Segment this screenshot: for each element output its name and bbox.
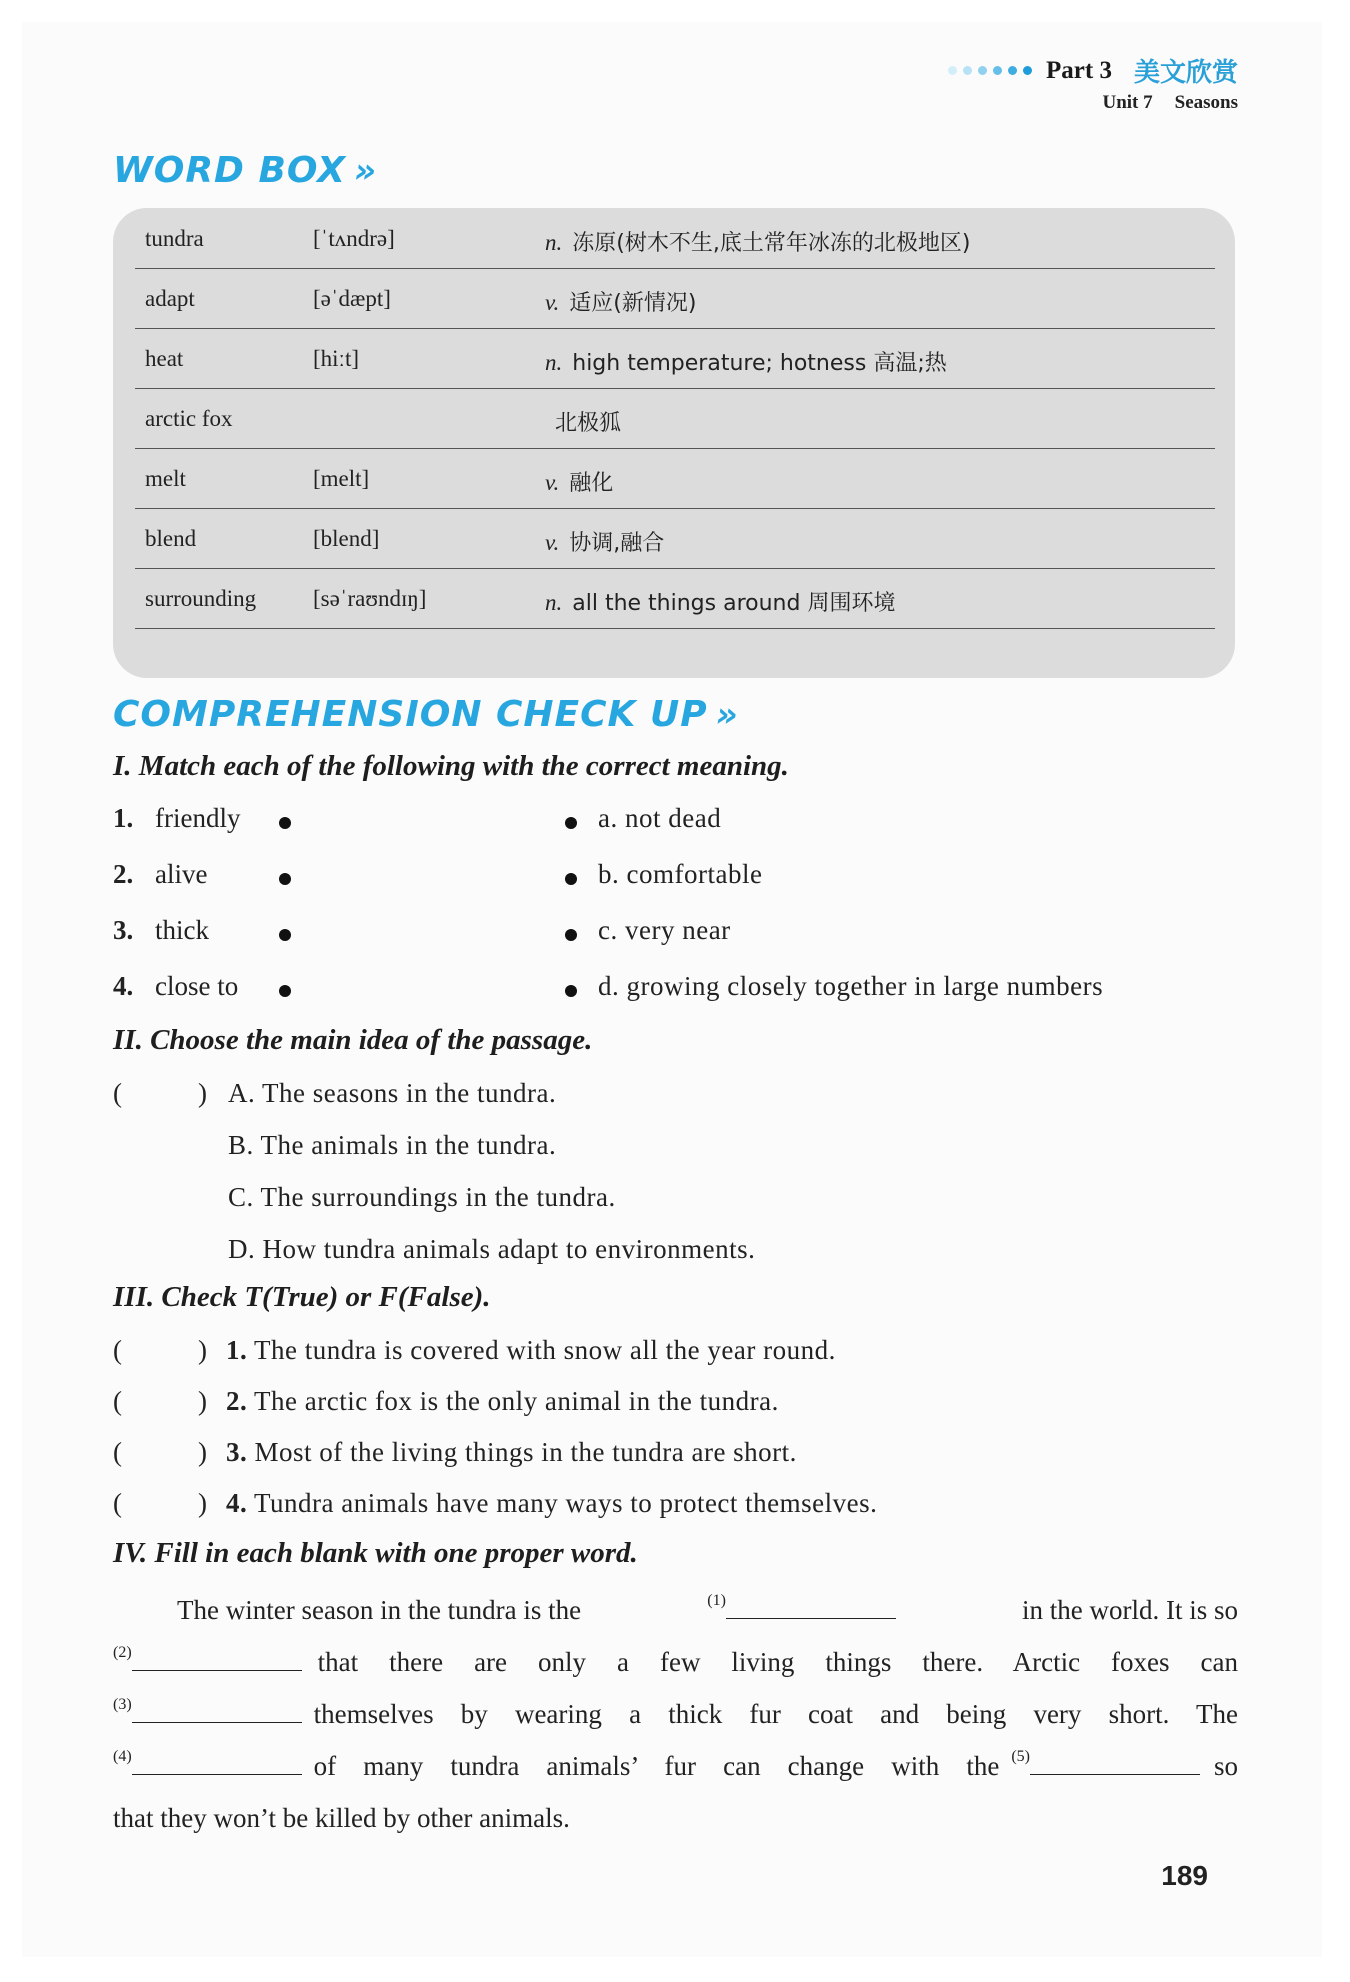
part1-instruction: I. Match each of the following with the correct meaning. <box>113 750 789 782</box>
match-word: alive <box>155 859 208 889</box>
comprehension-title <box>113 694 739 735</box>
word-row <box>135 328 1215 389</box>
match-row <box>113 859 1233 899</box>
def-letter: c. <box>598 915 618 945</box>
phonetic: [hiːt] <box>313 346 359 371</box>
dot-4 <box>993 66 1002 75</box>
meaning-text: 北极狐 <box>555 411 622 436</box>
blank-4 <box>113 1750 302 1782</box>
meaning <box>545 286 696 317</box>
word-row <box>135 508 1215 569</box>
text-segment: in the world. It is so <box>1022 1595 1238 1625</box>
pos: v. <box>545 530 560 555</box>
meaning <box>545 226 970 257</box>
phonetic: [səˈraʊndɪŋ] <box>313 586 427 611</box>
match-definition <box>598 971 1103 1002</box>
meaning <box>545 466 613 497</box>
word: melt <box>145 466 186 491</box>
dot-1 <box>948 66 957 75</box>
word: tundra <box>145 226 204 251</box>
blank-number: (2) <box>113 1644 132 1661</box>
item-number: 3. <box>113 915 134 945</box>
meaning <box>545 586 895 617</box>
text-segment: The winter season in the tundra is the <box>177 1595 582 1625</box>
match-definition <box>598 803 721 834</box>
option-b: B. The animals in the tundra. <box>228 1130 557 1160</box>
match-row <box>113 803 1233 843</box>
chevron-icon: » <box>715 695 739 735</box>
tf-statement <box>226 1386 779 1417</box>
word-row <box>135 388 1215 449</box>
blank-3 <box>113 1698 302 1730</box>
blank-number: (5) <box>1011 1748 1030 1765</box>
unit-label: Unit 7 <box>1102 92 1153 113</box>
item-number: 4. <box>113 971 134 1001</box>
blank-input[interactable] <box>1030 1750 1200 1775</box>
blank-input[interactable] <box>132 1698 302 1723</box>
right-connector-dot[interactable] <box>565 817 577 829</box>
def-letter: b. <box>598 859 620 889</box>
blank-1 <box>707 1594 896 1626</box>
tf-statement <box>226 1335 836 1366</box>
meaning <box>545 346 947 377</box>
option-a: A. The seasons in the tundra. <box>228 1078 557 1108</box>
part-title-cn: 美文欣赏 <box>1133 58 1238 88</box>
left-connector-dot[interactable] <box>279 929 291 941</box>
part-label: Part 3 <box>1046 56 1112 84</box>
paren-open: ( <box>113 1386 122 1416</box>
tf-answer-bracket[interactable] <box>113 1335 207 1366</box>
pos: v. <box>545 470 560 495</box>
text-segment: so <box>1213 1751 1238 1781</box>
blank-5 <box>1011 1750 1200 1782</box>
tf-number: 4. <box>226 1488 248 1518</box>
tf-answer-bracket[interactable] <box>113 1386 207 1417</box>
paren-open: ( <box>113 1078 122 1108</box>
word: arctic fox <box>145 406 233 431</box>
paren-open: ( <box>113 1335 122 1365</box>
blank-input[interactable] <box>726 1594 896 1619</box>
passage-line <box>113 1738 1238 1782</box>
item-number: 2. <box>113 859 134 889</box>
tf-answer-bracket[interactable] <box>113 1437 207 1468</box>
blank-number: (1) <box>707 1592 726 1609</box>
option-c: C. The surroundings in the tundra. <box>228 1182 616 1212</box>
match-word: friendly <box>155 803 241 833</box>
text-segment: of many tundra animals’ fur can change with the <box>313 1751 1000 1781</box>
word-row <box>135 448 1215 509</box>
option-d: D. How tundra animals adapt to environments. <box>228 1234 756 1264</box>
blank-2 <box>113 1646 302 1678</box>
left-connector-dot[interactable] <box>279 985 291 997</box>
meaning <box>545 406 621 437</box>
meaning-text: 协调,融合 <box>569 531 665 556</box>
pos: n. <box>545 350 563 375</box>
tf-text: The arctic fox is the only animal in the tundra. <box>254 1386 779 1416</box>
passage-line <box>113 1790 1238 1834</box>
word: surrounding <box>145 586 257 611</box>
meaning-text: all the things around 周围环境 <box>572 591 896 616</box>
def-text: growing closely together in large numbers <box>626 971 1104 1001</box>
item-number: 1. <box>113 803 134 833</box>
pos: n. <box>545 230 563 255</box>
def-letter: a. <box>598 803 618 833</box>
word-row <box>135 568 1215 629</box>
tf-number: 1. <box>226 1335 248 1365</box>
def-letter: d. <box>598 971 620 1001</box>
right-connector-dot[interactable] <box>565 929 577 941</box>
running-header <box>948 52 1238 89</box>
meaning-text: 适应(新情况) <box>569 291 697 316</box>
meaning-text: 冻原(树木不生,底土常年冰冻的北极地区) <box>572 231 971 256</box>
pos: n. <box>545 590 563 615</box>
word-row <box>135 268 1215 329</box>
dot-5 <box>1008 66 1017 75</box>
word-box-title-text: WORD BOX <box>113 150 346 191</box>
meaning <box>545 526 664 557</box>
dot-6 <box>1023 66 1032 75</box>
tf-number: 3. <box>226 1437 248 1467</box>
chevron-icon: » <box>353 151 378 191</box>
unit-topic: Seasons <box>1174 92 1238 113</box>
def-text: comfortable <box>626 859 763 889</box>
meaning-text: high temperature; hotness 高温;热 <box>572 351 947 376</box>
blank-input[interactable] <box>132 1750 302 1775</box>
match-definition <box>598 915 731 946</box>
word-box-title <box>113 150 377 191</box>
passage-line <box>113 1582 1238 1626</box>
part2-instruction: II. Choose the main idea of the passage. <box>113 1024 593 1056</box>
word-row <box>135 208 1215 269</box>
meaning-text: 融化 <box>569 471 614 496</box>
def-text: not dead <box>624 803 722 833</box>
left-connector-dot[interactable] <box>279 873 291 885</box>
passage-line <box>113 1634 1238 1678</box>
def-text: very near <box>624 915 731 945</box>
blank-number: (3) <box>113 1696 132 1713</box>
text-segment: that they won’t be killed by other animals. <box>113 1803 570 1833</box>
word: adapt <box>145 286 195 311</box>
left-connector-dot[interactable] <box>279 817 291 829</box>
comprehension-title-text: COMPREHENSION CHECK UP <box>113 694 708 735</box>
dot-2 <box>963 66 972 75</box>
text-segment: themselves by wearing a thick fur coat and being very short. The <box>313 1699 1238 1729</box>
unit-subheader <box>1102 92 1238 114</box>
decorative-dots <box>948 66 1032 75</box>
phonetic: [blend] <box>313 526 380 551</box>
paren-close: ) <box>198 1386 207 1416</box>
phonetic: [melt] <box>313 466 370 491</box>
tf-text: Tundra animals have many ways to protect themselves. <box>254 1488 878 1518</box>
match-word: close to <box>155 971 239 1001</box>
pos: v. <box>545 290 560 315</box>
phonetic: [əˈdæpt] <box>313 286 391 311</box>
word-box-table <box>113 208 1235 678</box>
tf-text: Most of the living things in the tundra are short. <box>254 1437 797 1467</box>
paren-close: ) <box>198 1488 207 1518</box>
blank-number: (4) <box>113 1748 132 1765</box>
paren-close: ) <box>198 1335 207 1365</box>
paren-close: ) <box>198 1437 207 1467</box>
text-segment: that there are only a few living things there. Arctic foxes can <box>317 1647 1238 1677</box>
tf-text: The tundra is covered with snow all the year round. <box>254 1335 836 1365</box>
right-connector-dot[interactable] <box>565 873 577 885</box>
tf-answer-bracket[interactable] <box>113 1488 207 1519</box>
blank-input[interactable] <box>132 1646 302 1671</box>
word: heat <box>145 346 184 371</box>
answer-bracket[interactable] <box>113 1078 207 1109</box>
paren-close: ) <box>198 1078 207 1108</box>
part4-instruction: IV. Fill in each blank with one proper word. <box>113 1537 638 1569</box>
tf-number: 2. <box>226 1386 248 1416</box>
word: blend <box>145 526 197 551</box>
page-number: 189 <box>1161 1860 1208 1891</box>
part3-instruction: III. Check T(True) or F(False). <box>113 1281 491 1313</box>
passage-line <box>113 1686 1238 1730</box>
tf-statement <box>226 1437 797 1468</box>
match-row <box>113 915 1233 955</box>
paren-open: ( <box>113 1488 122 1518</box>
match-row <box>113 971 1233 1011</box>
match-definition <box>598 859 762 890</box>
phonetic: [ˈtʌndrə] <box>313 226 395 251</box>
paren-open: ( <box>113 1437 122 1467</box>
dot-3 <box>978 66 987 75</box>
tf-statement <box>226 1488 877 1519</box>
right-connector-dot[interactable] <box>565 985 577 997</box>
match-word: thick <box>155 915 209 945</box>
